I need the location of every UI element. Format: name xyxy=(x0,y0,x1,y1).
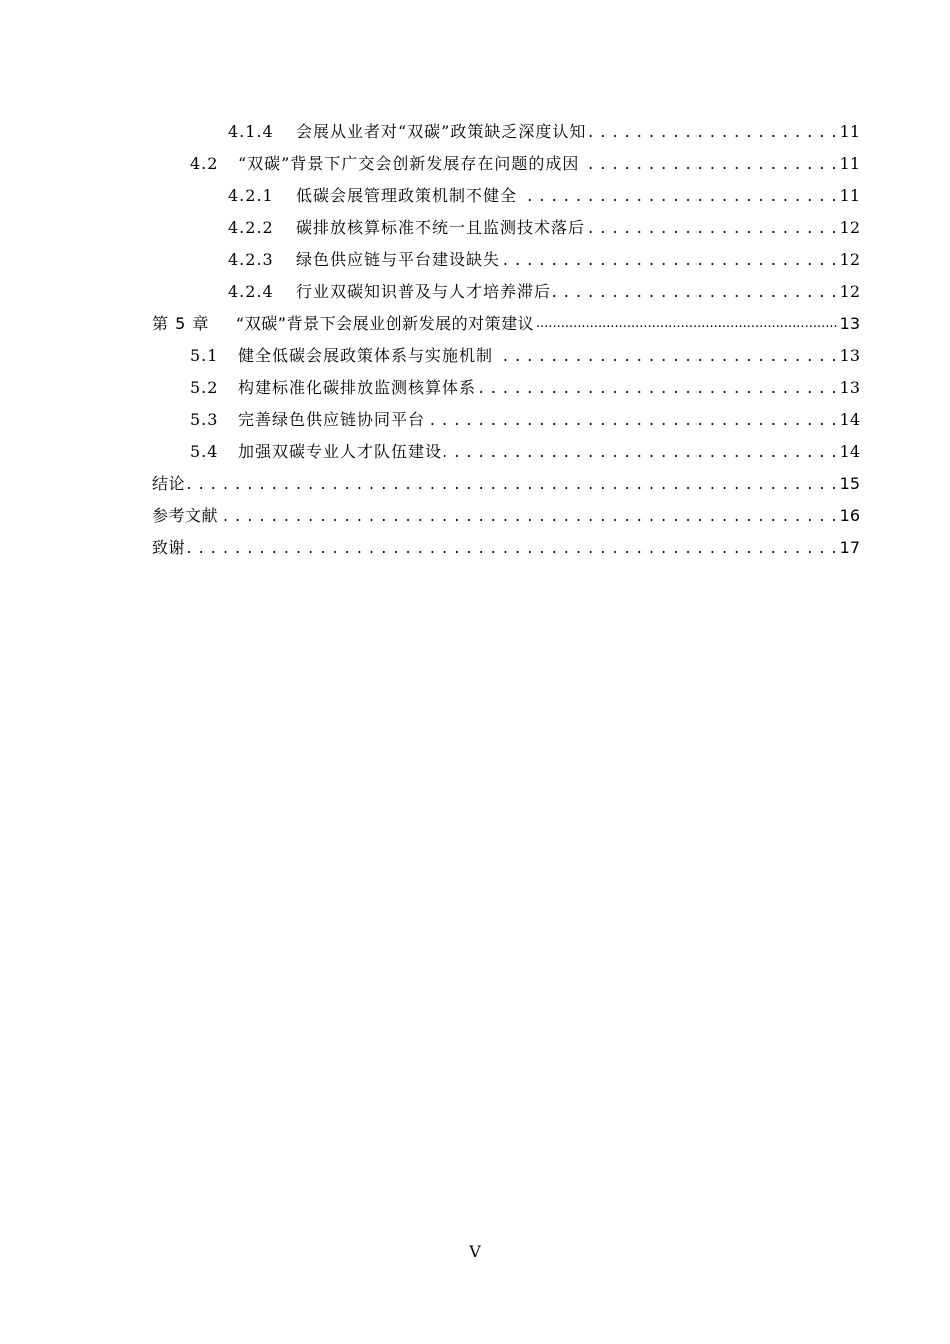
toc-entry-page: 11 xyxy=(839,122,860,141)
toc-entry-title: 行业双碳知识普及与人才培养滞后 xyxy=(296,282,552,301)
toc-entry-page: 14 xyxy=(839,410,860,429)
toc-entry-number: 4.2 xyxy=(190,154,219,173)
toc-entry-number: 4.2.3 xyxy=(228,250,274,269)
toc-entry-title: 构建标准化碳排放监测核算体系 xyxy=(238,378,477,397)
toc-entry-page: 17 xyxy=(839,538,860,557)
toc-entry-5-2[interactable] xyxy=(152,372,860,404)
toc-entry-number: 5.4 xyxy=(190,442,219,461)
toc-entry-acknowledgements[interactable] xyxy=(152,532,860,564)
toc-entry-number: 4.2.4 xyxy=(228,282,274,301)
toc-leader-dots xyxy=(478,372,838,404)
toc-leader-dots xyxy=(581,148,837,180)
toc-entry-title: 结论 xyxy=(152,474,186,493)
toc-entry-page: 12 xyxy=(839,250,860,269)
table-of-contents xyxy=(152,116,860,564)
toc-entry-number: 4.2.2 xyxy=(228,218,274,237)
toc-leader-dots xyxy=(502,244,838,276)
toc-entry-number: 5.3 xyxy=(190,410,219,429)
toc-entry-5-1[interactable] xyxy=(152,340,860,372)
toc-entry-number: 第 5 章 xyxy=(152,314,210,333)
toc-entry-title: 会展从业者对“双碳”政策缺乏深度认知 xyxy=(296,122,587,141)
toc-entry-5-4[interactable] xyxy=(152,436,860,468)
toc-entry-page: 12 xyxy=(839,218,860,237)
toc-entry-page: 15 xyxy=(839,474,860,493)
toc-entry-number: 4.2.1 xyxy=(228,186,274,205)
toc-entry-4-2-1[interactable] xyxy=(152,180,860,212)
toc-entry-title: 完善绿色供应链协同平台 xyxy=(238,410,426,429)
toc-entry-conclusion[interactable] xyxy=(152,468,860,500)
toc-leader-dots xyxy=(495,340,838,372)
toc-entry-number: 4.1.4 xyxy=(228,122,274,141)
toc-entry-4-1-4[interactable] xyxy=(152,116,860,148)
toc-leader-dots xyxy=(519,180,838,212)
toc-leader-dots xyxy=(427,404,838,436)
toc-leader-dots xyxy=(587,212,838,244)
toc-entry-title: 低碳会展管理政策机制不健全 xyxy=(296,186,518,205)
toc-entry-title: 参考文献 xyxy=(152,506,219,525)
toc-entry-page: 11 xyxy=(839,186,860,205)
toc-entry-title: “双碳”背景下会展业创新发展的对策建议 xyxy=(236,314,535,333)
toc-leader-dots xyxy=(187,532,838,564)
toc-entry-page: 13 xyxy=(839,378,860,397)
toc-entry-page: 14 xyxy=(839,442,860,461)
toc-entry-references[interactable] xyxy=(152,500,860,532)
toc-entry-title: 碳排放核算标准不统一且监测技术落后 xyxy=(296,218,586,237)
toc-entry-4-2-2[interactable] xyxy=(152,212,860,244)
toc-leader-dots xyxy=(536,308,838,340)
toc-entry-title: 致谢 xyxy=(152,538,186,557)
toc-entry-title: 加强双碳专业人才队伍建设 xyxy=(238,442,443,461)
toc-leader-dots xyxy=(444,436,838,468)
toc-leader-dots xyxy=(588,116,837,148)
toc-entry-5-3[interactable] xyxy=(152,404,860,436)
toc-entry-title: “双碳”背景下广交会创新发展存在问题的成因 xyxy=(238,154,580,173)
toc-entry-4-2-3[interactable] xyxy=(152,244,860,276)
toc-leader-dots xyxy=(553,276,838,308)
toc-entry-4-2-4[interactable] xyxy=(152,276,860,308)
toc-entry-title: 健全低碳会展政策体系与实施机制 xyxy=(238,346,494,365)
toc-entry-title: 绿色供应链与平台建设缺失 xyxy=(296,250,501,269)
toc-entry-number: 5.2 xyxy=(190,378,219,397)
toc-entry-4-2[interactable] xyxy=(152,148,860,180)
toc-entry-page: 16 xyxy=(839,506,860,525)
toc-entry-page: 13 xyxy=(839,314,860,333)
toc-entry-chapter-5[interactable] xyxy=(152,308,860,340)
toc-leader-dots xyxy=(220,500,838,532)
toc-entry-page: 11 xyxy=(839,154,860,173)
page-number-footer: V xyxy=(469,1242,481,1261)
toc-entry-page: 13 xyxy=(839,346,860,365)
toc-leader-dots xyxy=(187,468,838,500)
toc-entry-page: 12 xyxy=(839,282,860,301)
toc-entry-number: 5.1 xyxy=(190,346,219,365)
